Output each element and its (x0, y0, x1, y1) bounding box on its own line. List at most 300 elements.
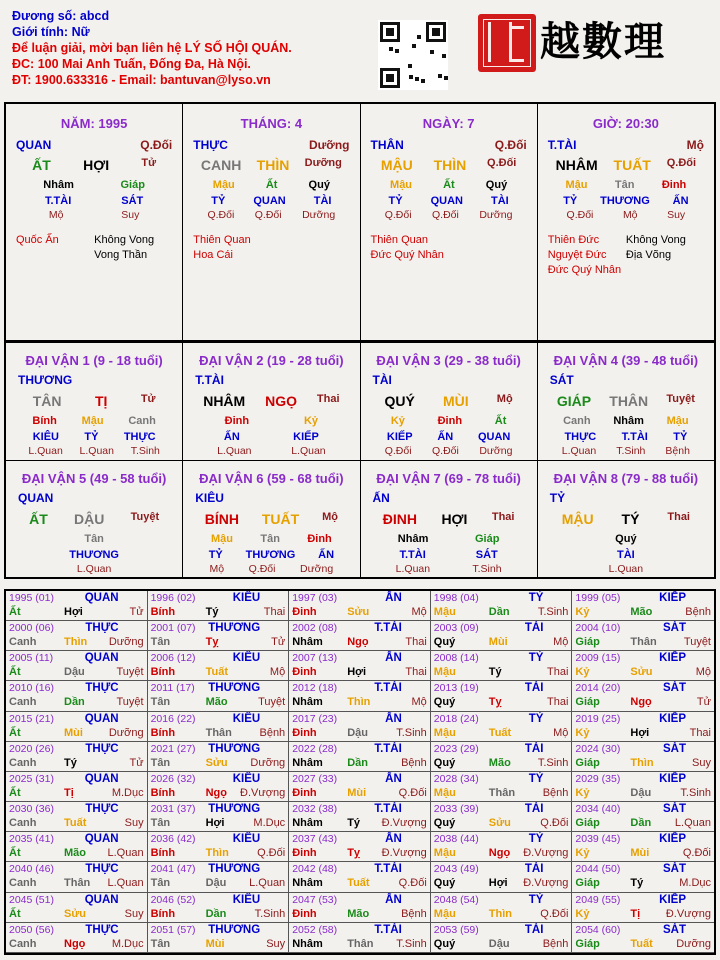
year-pillar (9, 938, 144, 950)
hidden-stems-item: Quý (485, 179, 508, 191)
year-cell (289, 621, 431, 651)
year-cell (148, 681, 290, 711)
year-star: TỶ (528, 893, 544, 906)
year-pillar (292, 787, 427, 799)
year-stem: Nhâm (292, 756, 323, 769)
year-pillar (434, 727, 569, 739)
year-life: T.Sinh (680, 786, 711, 799)
dai-van-stem-branch (538, 511, 714, 531)
year-branch: Tuất (64, 817, 87, 830)
year-cell (148, 802, 290, 832)
hidden-stems-item: Đinh (661, 179, 687, 191)
hidden-stars-item: THƯƠNG (600, 195, 650, 207)
special-stars-right (449, 233, 527, 263)
hidden-stems (183, 179, 359, 193)
hidden-stems (538, 533, 714, 547)
year-cell (431, 772, 573, 802)
earthly-branch: THÌN (256, 157, 290, 173)
year-star: TÀI (524, 682, 544, 695)
heavenly-stem: ẤT (29, 511, 48, 527)
hidden-life-item: L.Quan (561, 445, 597, 457)
year-life: Bệnh (401, 907, 427, 920)
hidden-stars-item: TỶ (211, 195, 226, 207)
hidden-stars (6, 195, 182, 209)
phone-email-line: ĐT: 1900.633316 - Email: bantuvan@lyso.vn (12, 73, 271, 87)
pillar-3 (538, 104, 714, 340)
year-branch: Dần (205, 907, 227, 920)
pillar-stars (183, 138, 359, 154)
dai-van-stem-branch (361, 511, 537, 531)
hidden-stars-item: TỶ (84, 431, 99, 443)
year-branch: Mão (347, 907, 370, 920)
year-label: 2030 (36) (9, 803, 54, 816)
branch-life: Tử (141, 157, 157, 169)
heavenly-stem: NHÂM (555, 157, 598, 173)
hidden-life-item: Suy (121, 209, 140, 221)
year-branch: Tý (630, 877, 644, 890)
hidden-stars-item: QUAN (477, 431, 511, 443)
year-stem: Giáp (575, 877, 600, 890)
year-stem: Quý (433, 696, 456, 709)
hidden-stems (538, 415, 714, 429)
year-cell (148, 832, 290, 862)
year-pillar (151, 877, 286, 889)
hidden-life (6, 563, 182, 577)
year-label: 2054 (60) (575, 923, 621, 936)
year-pillar (292, 938, 427, 950)
life-stage: Mộ (686, 138, 704, 152)
year-stem: Kỷ (575, 666, 590, 679)
life-stage: Q.Đối (140, 138, 173, 152)
year-pillar (434, 696, 569, 708)
year-label: 2023 (29) (433, 742, 479, 755)
year-star: THỰC (85, 803, 119, 816)
year-life: Bệnh (685, 606, 711, 618)
year-label: 2025 (31) (9, 772, 54, 785)
year-stem: Nhâm (292, 817, 323, 830)
hidden-life-item: Q.Đối (384, 209, 412, 221)
year-star: THƯƠNG (208, 682, 261, 695)
year-star: QUAN (84, 893, 119, 906)
year-cell (289, 651, 431, 681)
hidden-stems-item: Giáp (120, 179, 145, 191)
year-life: Q.Đối (398, 786, 427, 799)
earthly-branch: HỢI (83, 157, 110, 173)
special-star: Vong Thần (94, 249, 148, 261)
dai-van-star: QUAN (18, 491, 54, 505)
heavenly-stem: GIÁP (556, 393, 592, 409)
year-pillar (434, 847, 569, 859)
year-cell (572, 923, 714, 953)
pillar-stem-branch (361, 157, 537, 177)
year-pillar (151, 727, 286, 739)
year-branch: Tý (347, 817, 361, 830)
hidden-life (361, 563, 537, 577)
year-star: THỰC (85, 863, 119, 876)
year-pillar (151, 757, 286, 769)
hidden-stars (361, 195, 537, 209)
year-branch: Thân (64, 877, 91, 890)
year-cell (148, 591, 290, 621)
year-label: 2001 (07) (150, 622, 196, 635)
year-life: Mộ (411, 606, 427, 618)
year-label: 2016 (22) (150, 712, 196, 725)
heavenly-stem: MẬU (380, 157, 413, 173)
year-branch: Tị (630, 907, 641, 920)
year-star: T.TÀI (374, 682, 402, 695)
year-cell (6, 802, 148, 832)
branch-life: Mộ (322, 511, 338, 523)
year-label: 2009 (15) (575, 652, 621, 665)
year-pillar (9, 636, 144, 648)
year-star: KIẾP (659, 772, 686, 785)
year-stem: Tân (150, 636, 171, 649)
hidden-stems-item: Mậu (210, 533, 233, 545)
year-cell (289, 712, 431, 742)
hidden-life (538, 445, 714, 459)
year-stem: Đinh (292, 847, 317, 860)
hidden-life-item: Q.Đối (384, 445, 412, 457)
year-branch: Thân (488, 786, 516, 799)
year-life: Đ.Vượng (240, 786, 286, 799)
year-cell (572, 651, 714, 681)
year-pillar (151, 636, 286, 648)
heavenly-stem: TÂN (32, 393, 62, 409)
four-pillars (4, 102, 716, 342)
year-label: 2004 (10) (575, 622, 621, 635)
stem-star: THÂN (370, 138, 404, 152)
hidden-life-item: Q.Đối (254, 209, 282, 221)
year-branch: Tý (64, 756, 77, 769)
hidden-stems (6, 415, 182, 429)
branch-life: Q.Đối (666, 157, 697, 169)
year-branch: Sửu (630, 666, 653, 679)
hidden-stems-item: Mậu (666, 415, 689, 427)
year-branch: Tuất (630, 937, 653, 950)
dai-van-row (6, 461, 714, 578)
hidden-stems-item: Ất (494, 415, 507, 427)
year-star: T.TÀI (374, 803, 402, 816)
dai-van-stem-branch (538, 393, 714, 413)
year-life: Tuyệt (683, 636, 711, 649)
hidden-life (6, 445, 182, 459)
year-star: QUAN (84, 652, 119, 665)
hidden-stars-item: ẤN (437, 431, 454, 443)
year-stem: Kỷ (575, 726, 590, 739)
year-cell (431, 591, 573, 621)
year-stem: Bính (150, 666, 176, 679)
hidden-stems (6, 179, 182, 193)
earthly-branch: NGỌ (265, 393, 297, 409)
dai-van-star: THƯƠNG (18, 373, 73, 387)
year-star: THỰC (85, 742, 119, 755)
special-star: Hoa Cái (193, 249, 233, 261)
year-life: Tử (129, 756, 144, 769)
hidden-stars-item: THƯƠNG (69, 549, 119, 561)
heavenly-stem: CANH (200, 157, 242, 173)
year-star: TỶ (528, 652, 544, 665)
year-star: T.TÀI (374, 742, 402, 755)
pillar-title: NGÀY: 7 (422, 116, 475, 131)
year-label: 2003 (09) (433, 622, 479, 635)
year-branch: Tuất (488, 726, 512, 739)
hidden-life (183, 445, 359, 459)
year-star: ẤN (385, 893, 402, 906)
year-stem: Canh (9, 636, 37, 649)
year-branch: Thìn (347, 696, 371, 709)
year-star: SÁT (663, 622, 686, 635)
year-stem: Quý (433, 636, 456, 649)
year-stem: Quý (433, 937, 456, 950)
year-cell (572, 742, 714, 772)
year-pillar (292, 696, 427, 708)
year-stem: Nhâm (292, 937, 323, 950)
hidden-stems-item: Đinh (307, 533, 332, 545)
year-pillar (151, 666, 286, 678)
year-life: T.Sinh (537, 756, 569, 769)
hidden-stars (361, 431, 537, 445)
year-life: Thai (405, 636, 427, 649)
year-label: 2034 (40) (575, 803, 621, 816)
year-pillar (292, 908, 427, 920)
year-stem: Đinh (292, 606, 317, 618)
year-cell (431, 621, 573, 651)
hidden-life-item: L.Quan (395, 563, 431, 575)
year-pillar (9, 817, 144, 829)
year-cell (289, 923, 431, 953)
dai-van-cell (6, 461, 183, 578)
special-star: Đức Quý Nhân (547, 264, 622, 276)
hidden-stars-item: TÀI (313, 195, 332, 207)
year-life: T.Sinh (396, 726, 427, 739)
year-cell (148, 742, 290, 772)
year-star: ẤN (385, 652, 402, 665)
year-label: 2041 (47) (150, 863, 196, 876)
year-life: L.Quan (107, 877, 144, 890)
year-stem: Mậu (433, 907, 456, 920)
special-stars-left (193, 233, 271, 263)
qr-code-icon (378, 20, 448, 90)
seal-stamp-icon (478, 14, 536, 72)
year-star: THỰC (85, 682, 119, 695)
address-line: ĐC: 100 Mai Anh Tuấn, Đống Đa, Hà Nội. (12, 57, 251, 71)
brand-title: 越數理 (540, 18, 666, 65)
year-label: 2049 (55) (575, 893, 621, 906)
year-label: 2042 (48) (292, 863, 338, 876)
year-cell (6, 621, 148, 651)
earthly-branch: TÝ (621, 511, 640, 527)
dai-van-title: ĐẠI VẬN 1 (9 - 18 tuổi) (25, 353, 163, 368)
year-star: KIÊU (232, 592, 261, 604)
year-label: 1997 (03) (292, 592, 338, 604)
year-star: KIÊU (232, 893, 261, 906)
year-cell (6, 712, 148, 742)
year-pillar (575, 606, 711, 618)
year-stem: Canh (9, 937, 37, 950)
year-branch: Mão (64, 847, 86, 860)
year-branch: Tỵ (488, 696, 502, 709)
dai-van-title: ĐẠI VẬN 7 (69 - 78 tuổi) (376, 471, 521, 486)
year-pillar (434, 666, 569, 678)
year-branch: Mùi (64, 726, 83, 739)
heavenly-stem: ĐINH (382, 511, 417, 527)
year-star: THƯƠNG (208, 622, 261, 635)
year-label: 2011 (17) (150, 682, 195, 695)
year-branch: Tuất (205, 666, 228, 679)
year-life: T.Sinh (396, 937, 427, 950)
year-life: Đ.Vượng (381, 817, 427, 830)
year-cell (6, 651, 148, 681)
year-life: Bệnh (401, 756, 427, 769)
year-stem: Ất (9, 786, 21, 799)
earthly-branch: THÂN (609, 393, 649, 409)
year-branch: Dậu (347, 726, 368, 739)
year-life: Suy (692, 756, 711, 769)
hidden-stems (183, 533, 359, 547)
dai-van-title: ĐẠI VẬN 3 (29 - 38 tuổi) (376, 353, 521, 368)
year-cell (6, 742, 148, 772)
year-cell (431, 893, 573, 923)
hidden-life-item: Q.Đối (207, 209, 235, 221)
year-cell (431, 651, 573, 681)
year-cell (572, 893, 714, 923)
hidden-stems-item: Mậu (81, 415, 104, 427)
year-life: L.Quan (674, 817, 711, 830)
year-stem: Ất (9, 606, 21, 618)
year-cell (572, 832, 714, 862)
year-cell (6, 772, 148, 802)
year-branch: Dậu (630, 786, 652, 799)
year-pillar (434, 817, 569, 829)
year-stem: Mậu (433, 847, 456, 860)
hidden-stars (183, 549, 359, 563)
earthly-branch: TUẤT (261, 511, 300, 527)
year-pillar (575, 908, 711, 920)
year-life: Dưỡng (108, 726, 144, 739)
year-star: THƯƠNG (208, 803, 261, 816)
dai-van-grid (4, 341, 716, 579)
year-cell (148, 862, 290, 892)
hidden-life-item: Q.Đối (566, 209, 594, 221)
year-star: QUAN (84, 772, 119, 785)
earthly-branch: MÙI (443, 393, 469, 409)
year-life: Q.Đối (540, 907, 569, 920)
dai-van-stem-branch (183, 511, 359, 531)
year-branch: Mão (488, 756, 511, 769)
year-pillar (434, 787, 569, 799)
year-life: Tuyệt (116, 696, 144, 709)
year-branch: Thân (347, 937, 374, 950)
hidden-life-item: L.Quan (28, 445, 63, 457)
year-pillar (9, 696, 144, 708)
year-star: T.TÀI (374, 622, 402, 635)
year-life: Đ.Vượng (523, 877, 569, 890)
year-star: SÁT (663, 863, 686, 876)
stem-star: T.TÀI (547, 138, 577, 152)
earthly-branch: THÌN (433, 157, 467, 173)
year-cell (6, 923, 148, 953)
year-cell (289, 832, 431, 862)
hidden-stems (6, 533, 182, 547)
hidden-stems-item: Nhâm (613, 415, 644, 427)
hidden-stars-item: TỶ (563, 195, 578, 207)
year-life: Suy (266, 937, 286, 950)
year-label: 2053 (59) (433, 923, 479, 936)
dai-van-star: T.TÀI (195, 373, 224, 387)
year-stem: Đinh (292, 907, 317, 920)
year-branch: Tý (205, 606, 219, 618)
year-cell (572, 591, 714, 621)
year-life: Tuyệt (258, 696, 286, 709)
year-branch: Tý (488, 666, 502, 679)
year-pillar (434, 606, 569, 618)
hidden-stems-item: Mậu (565, 179, 588, 191)
year-label: 2013 (19) (433, 682, 479, 695)
special-stars (183, 233, 359, 263)
year-branch: Tị (64, 786, 74, 799)
year-branch: Ngọ (205, 786, 227, 799)
year-cell (431, 832, 573, 862)
year-cell (572, 712, 714, 742)
year-branch: Thìn (205, 847, 229, 860)
life-stage: Q.Đối (494, 138, 527, 152)
year-star: ẤN (385, 712, 402, 725)
year-pillar (151, 787, 286, 799)
hidden-stars (6, 549, 182, 563)
hidden-life-item: Dưỡng (302, 209, 336, 221)
year-pillar (575, 877, 711, 889)
year-cell (572, 802, 714, 832)
year-star: KIẾP (659, 592, 686, 604)
year-cell (289, 591, 431, 621)
year-pillar (575, 696, 711, 708)
year-branch: Hợi (347, 666, 367, 679)
year-cell (289, 742, 431, 772)
year-stem: Ất (9, 907, 21, 920)
year-stem: Quý (433, 756, 456, 769)
year-label: 2047 (53) (292, 893, 338, 906)
year-stem: Canh (9, 877, 37, 890)
year-life: Q.Đối (540, 817, 569, 830)
hidden-stars (538, 195, 714, 209)
year-cell (572, 681, 714, 711)
year-pillar (575, 787, 711, 799)
hidden-stems-item: Tân (614, 179, 635, 191)
year-stem: Quý (433, 817, 456, 830)
hidden-life-item: Q.Đối (432, 209, 459, 221)
pillar-stars (361, 138, 537, 154)
year-life: Thai (689, 726, 711, 739)
year-pillar (292, 877, 427, 889)
hidden-life (361, 445, 537, 459)
year-label: 1996 (02) (150, 592, 196, 604)
year-life: Đ.Vượng (665, 907, 711, 920)
year-label: 2026 (32) (150, 772, 196, 785)
dai-van-row (6, 343, 714, 461)
hidden-stems-item: Canh (128, 415, 156, 427)
dai-van-cell (538, 461, 714, 578)
year-branch: Thân (630, 636, 657, 649)
gender: Giới tính: Nữ (12, 25, 90, 39)
stem-star: THỰC (193, 138, 228, 152)
hidden-stars-item: QUAN (253, 195, 286, 207)
hidden-life (183, 563, 359, 577)
year-label: 2040 (46) (9, 863, 54, 876)
hidden-stems (361, 415, 537, 429)
hidden-stars-item: KIẾP (386, 431, 413, 443)
hidden-stars-item: QUAN (430, 195, 463, 207)
heavenly-stem: MẬU (561, 511, 594, 527)
